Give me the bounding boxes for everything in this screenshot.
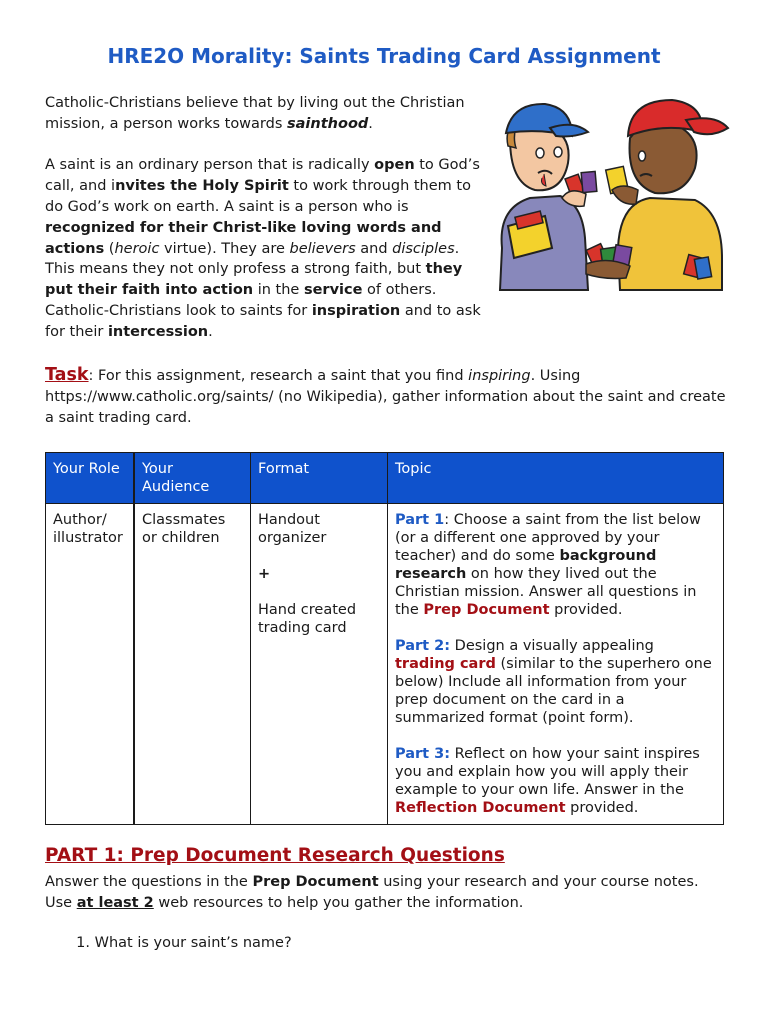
part1-heading: PART 1: Prep Document Research Questions [45,845,505,866]
column-header-role: Your Role [46,453,135,504]
format-cell: Handout organizer + Hand created trading card [251,504,388,825]
assignment-table [45,452,724,825]
kids-trading-cards-illustration [490,98,735,298]
part1-intro: Answer the questions in the Prep Document using your research and your course notes. Use at least 2 web resources to help you gather the information. [45,874,699,911]
topic-part-3: Part 3: Reflect on how your saint inspires you and explain how you will apply their example to your own life. Answer in the Reflection Document provided. [395,746,700,816]
table-header-row [46,453,724,504]
task-label: Task [45,365,89,385]
topic-part-2: Part 2: Design a visually appealing trading card (similar to the superhero one below) Include all information from your prep document on the card in a summarized format (point form). [395,638,712,726]
task-section: Task: For this assignment, research a saint that you find inspiring. Using https://www.catholic.org/saints/ (no Wikipedia), gather information about the saint and create a saint trading card. [45,365,726,426]
table-row [46,504,724,825]
topic-cell [388,504,724,825]
intro-paragraph-1: Catholic-Christians believe that by living out the Christian mission, a person works towards sainthood. [45,95,465,132]
topic-part-1: Part 1: Choose a saint from the list below (or a different one approved by your teacher) and do some background research on how they lived out the Christian mission. Answer all questions in the Prep Document provided. [395,512,701,618]
intro-paragraph-2: A saint is an ordinary person that is radically open to God’s call, and invites the Holy Spirit to work through them to do God’s work on earth. A saint is a person who is recognized for their Christ-like loving words and actions (heroic virtue). They are believers and disciples. This means they not only profess a strong faith, but they put their faith into action in the service of others. Catholic-Christians look to saints for inspiration and to ask for their intercession. [45,157,481,340]
intro-section [45,93,485,363]
column-header-topic: Topic [388,453,724,504]
role-cell: Author/ illustrator [46,504,135,825]
page-title: HRE2O Morality: Saints Trading Card Assignment [107,44,661,68]
question-list [45,933,725,953]
question-text: What is your saint’s name? [94,935,292,951]
column-header-format: Format [251,453,388,504]
column-header-audience: Your Audience [134,453,251,504]
list-item [45,933,725,953]
question-number: 1. [76,935,90,951]
audience-cell: Classmates or children [134,504,251,825]
